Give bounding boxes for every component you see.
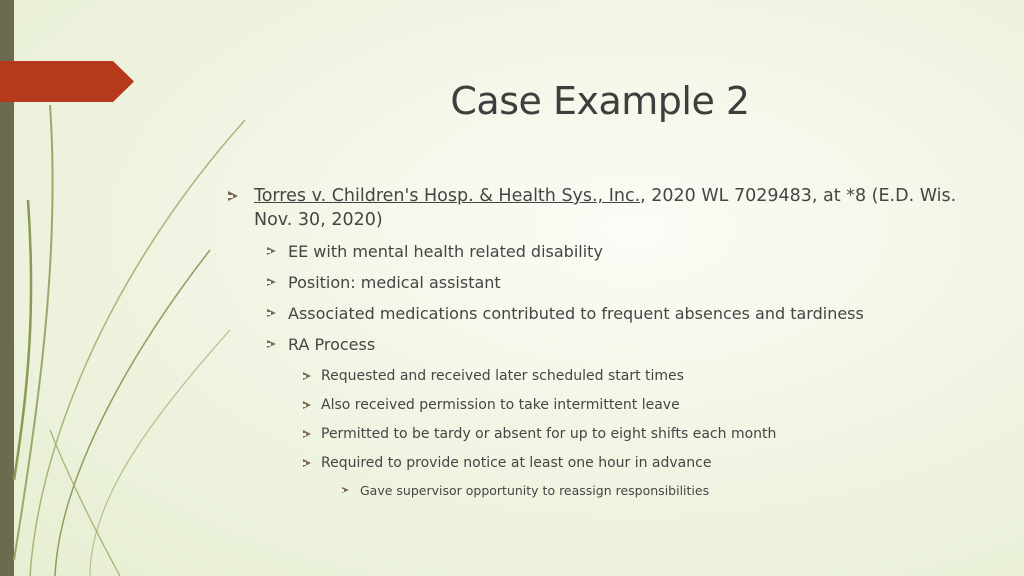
sub-point-text: Associated medications contributed to frequent absences and tardiness <box>288 304 864 323</box>
list-item <box>228 367 988 385</box>
sub-point-text: EE with mental health related disability <box>288 242 603 261</box>
list-item <box>228 425 988 443</box>
ra-process-text: Required to provide notice at least one hour in advance <box>321 455 712 471</box>
arrow-bullet-icon <box>267 340 276 348</box>
sub-point-text: RA Process <box>288 335 376 354</box>
sub-point-text: Position: medical assistant <box>288 273 501 292</box>
list-item <box>228 242 988 262</box>
list-item <box>228 335 988 355</box>
list-item <box>228 304 988 324</box>
list-item <box>228 273 988 293</box>
slide-content <box>228 184 988 499</box>
slide-title: Case Example 2 <box>450 79 750 124</box>
arrow-bullet-icon <box>267 309 276 317</box>
list-item <box>228 483 988 499</box>
case-citation: , 2020 WL 7029483, at *8 (E.D. Wis. Nov. 30, 2020) <box>254 186 957 230</box>
arrow-bullet-icon <box>303 401 311 409</box>
arrow-bullet-icon <box>342 487 349 493</box>
notice-detail-text: Gave supervisor opportunity to reassign responsibilities <box>360 483 710 498</box>
title-accent-tab <box>0 61 134 102</box>
ra-process-text: Requested and received later scheduled start times <box>321 368 684 384</box>
case-name-link[interactable]: Torres v. Children's Hosp. & Health Sys., Inc. <box>254 186 641 206</box>
arrow-bullet-icon <box>303 459 311 467</box>
arrow-bullet-icon <box>267 247 276 255</box>
arrow-bullet-icon <box>228 191 238 201</box>
arrow-bullet-icon <box>303 372 311 380</box>
ra-process-text: Also received permission to take intermittent leave <box>321 397 680 413</box>
arrow-bullet-icon <box>267 278 276 286</box>
list-item <box>228 396 988 414</box>
list-item <box>228 454 988 472</box>
bullet-case-citation <box>228 184 988 232</box>
arrow-bullet-icon <box>303 430 311 438</box>
ra-process-text: Permitted to be tardy or absent for up to eight shifts each month <box>321 426 777 442</box>
